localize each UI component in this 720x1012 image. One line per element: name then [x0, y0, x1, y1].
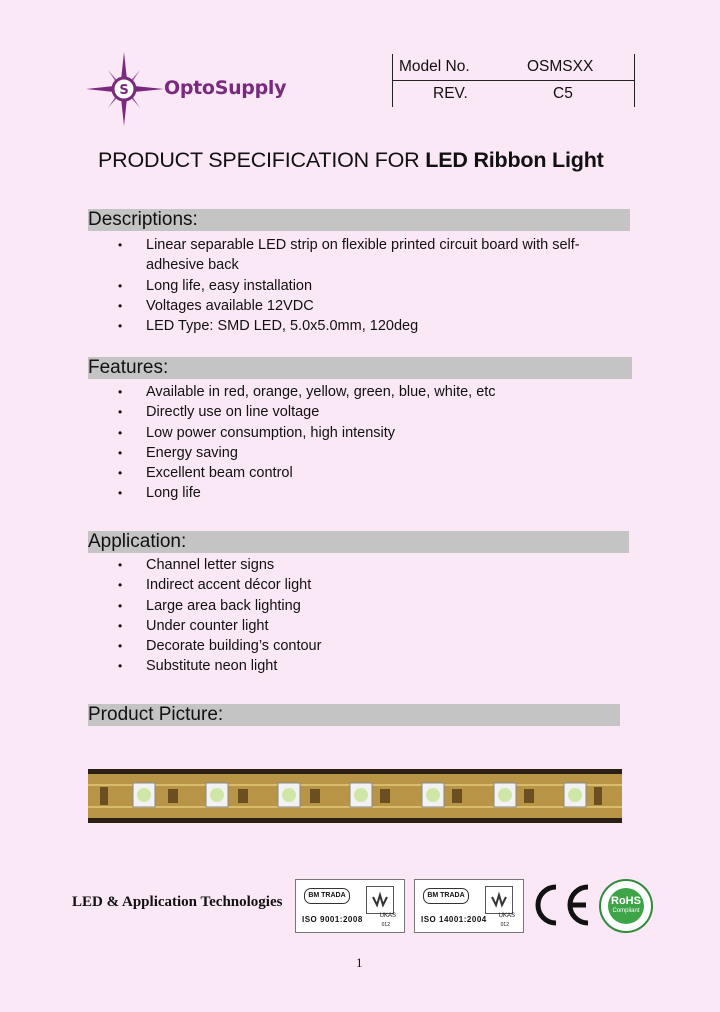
features-list — [118, 382, 496, 504]
list-item: • Decorate building’s contour — [118, 636, 321, 656]
model-row — [393, 54, 635, 81]
rohs-subtext: Compliant — [612, 908, 640, 914]
svg-text:S: S — [119, 83, 129, 98]
model-info-table — [392, 54, 635, 107]
ukas-code: 012 — [500, 922, 509, 928]
page-number: 1 — [356, 955, 363, 970]
company-tagline: LED & Application Technologies — [72, 894, 283, 910]
ukas-label: UKAS — [498, 913, 515, 919]
rev-row — [393, 81, 635, 108]
list-item: • Energy saving — [118, 443, 496, 463]
page-title — [98, 148, 658, 173]
list-item: • Voltages available 12VDC — [118, 296, 580, 316]
list-item-continuation: adhesive back — [146, 257, 239, 274]
list-item: • Directly use on line voltage — [118, 402, 496, 422]
ukas-label: UKAS — [379, 913, 396, 919]
list-item: • Indirect accent décor light — [118, 575, 321, 595]
model-value: OSMSXX — [521, 54, 635, 81]
logo-text: OptoSupply — [164, 77, 287, 99]
model-label: Model No. — [393, 54, 522, 81]
list-item: • Long life — [118, 483, 496, 503]
led-strip-image — [88, 769, 622, 823]
rohs-badge-icon — [597, 878, 655, 934]
crown-icon — [366, 886, 394, 914]
product-picture-heading: Product Picture: — [88, 704, 620, 726]
title-prefix: PRODUCT SPECIFICATION FOR — [98, 148, 426, 172]
list-item: • Channel letter signs — [118, 555, 321, 575]
cert-brand: BM TRADA — [423, 888, 469, 904]
list-item: • LED Type: SMD LED, 5.0x5.0mm, 120deg — [118, 316, 580, 336]
list-item: • Excellent beam control — [118, 463, 496, 483]
list-item: • Under counter light — [118, 616, 321, 636]
descriptions-heading: Descriptions: — [88, 209, 630, 231]
features-heading: Features: — [88, 357, 632, 379]
cert-standard: ISO 9001:2008 — [302, 915, 363, 924]
star-logo-icon — [86, 52, 166, 126]
application-heading: Application: — [88, 531, 629, 553]
rev-value: C5 — [521, 81, 635, 108]
crown-icon — [485, 886, 513, 914]
ukas-code: 012 — [381, 922, 390, 928]
cert-brand: BM TRADA — [304, 888, 350, 904]
iso-9001-certificate — [295, 879, 405, 933]
rohs-text: RoHS — [611, 895, 641, 907]
list-item: • Low power consumption, high intensity — [118, 423, 496, 443]
list-item: • Large area back lighting — [118, 596, 321, 616]
cert-standard: ISO 14001:2004 — [421, 915, 487, 924]
iso-14001-certificate — [414, 879, 524, 933]
list-item: • Available in red, orange, yellow, green, blue, white, etc — [118, 382, 496, 402]
list-item: • Long life, easy installation — [118, 276, 580, 296]
rev-label: REV. — [393, 81, 522, 108]
descriptions-list — [118, 235, 580, 336]
application-list — [118, 555, 321, 677]
list-item: • Linear separable LED strip on flexible printed circuit board with self- — [118, 235, 580, 255]
optosupply-logo — [86, 52, 296, 126]
ce-mark-icon — [530, 881, 592, 929]
list-item: • Substitute neon light — [118, 656, 321, 676]
title-product: LED Ribbon Light — [425, 148, 604, 172]
